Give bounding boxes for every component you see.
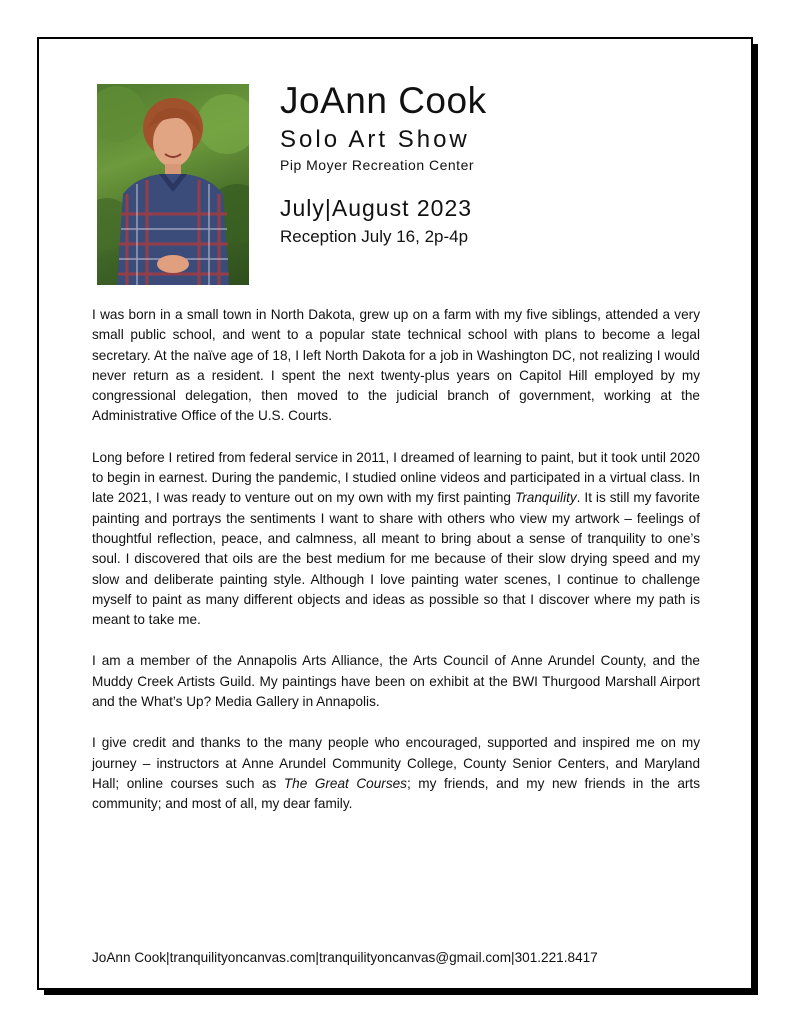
bio-paragraph-4-start: I give credit and thanks to the many people who encouraged, supported and inspired me on my journey – instructors at Anne Arundel Community College, County Senior Centers, and Maryland Hall; online courses such as xyxy=(92,735,700,791)
portrait-illustration xyxy=(97,84,249,285)
artist-photo xyxy=(97,84,249,285)
show-title: Solo Art Show xyxy=(280,126,470,153)
bio-paragraph-2-end: . It is still my favorite painting and portrays the sentiments I want to share with others who view my artwork – feelings of thoughtful reflection, peace, and calmness, all meant to bring about a sense of tranquility to one’s soul. I discovered that oils are the best medium for me because of their slow drying speed and my slow and deliberate painting style. Although I love painting water scenes, I continue to challenge myself to paint as many different objects and ideas as possible so that I discover where my path is meant to take me. xyxy=(92,490,700,628)
venue-name: Pip Moyer Recreation Center xyxy=(280,157,475,173)
bio-paragraph-4-end: ; my friends, and my new friends in the arts community; and most of all, my dear family. xyxy=(92,775,701,812)
course-title: The Great Courses xyxy=(283,775,407,791)
flyer-frame xyxy=(37,37,753,990)
painting-title: Tranquility xyxy=(514,490,577,506)
show-dates: July|August 2023 xyxy=(280,195,473,221)
biography xyxy=(92,305,700,836)
bio-paragraph-2 xyxy=(92,448,700,631)
contact-footer: JoAnn Cook|tranquilityoncanvas.com|tranquilityoncanvas@gmail.com|301.221.8417 xyxy=(92,950,598,965)
reception-info: Reception July 16, 2p-4p xyxy=(280,227,469,246)
bio-paragraph-3: I am a member of the Annapolis Arts Alliance, the Arts Council of Anne Arundel County, and the Muddy Creek Artists Guild. My paintings have been on exhibit at the BWI Thurgood Marshall Airport and the What’s Up? Media Gallery in Annapolis. xyxy=(92,653,700,710)
artist-name: JoAnn Cook xyxy=(280,80,487,121)
bio-paragraph-2-start: Long before I retired from federal service in 2011, I dreamed of learning to paint, but it took until 2020 to begin in earnest. During the pandemic, I studied online videos and participated in a virtual class. In late 2021, I was ready to venture out on my own with my first painting xyxy=(92,449,700,506)
header-block xyxy=(280,79,720,248)
bio-paragraph-1: I was born in a small town in North Dakota, grew up on a farm with my five siblings, attended a very small public school, and went to a popular state technical school with plans to become a legal secretary. At the naïve age of 18, I left North Dakota for a job in Washington DC, not realizing I would never return as a resident. I spent the next twenty-plus years on Capitol Hill employed by my congressional delegation, then moved to the judicial branch of government, working at the Administrative Office of the U.S. Courts. xyxy=(92,307,700,424)
bio-paragraph-4 xyxy=(92,733,700,814)
